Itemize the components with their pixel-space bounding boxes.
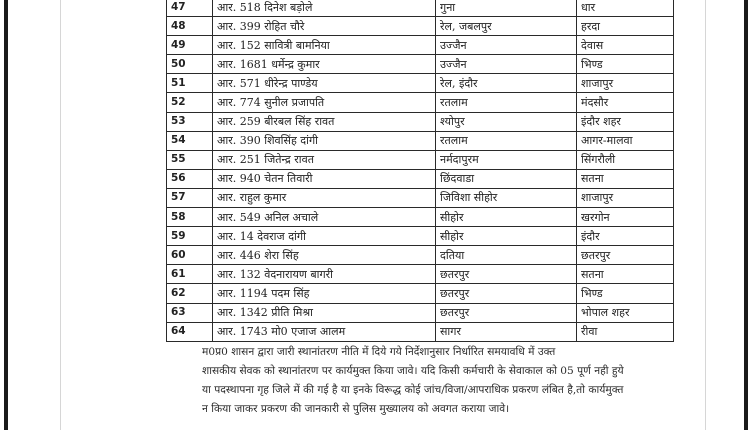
employee-name: आर. 446 शेरा सिंह xyxy=(213,246,436,265)
employee-name: आर. 1194 पदम सिंह xyxy=(213,284,436,303)
new-posting: मंदसौर xyxy=(577,93,674,112)
table-row xyxy=(167,55,674,74)
current-posting: रेल, जबलपुर xyxy=(436,17,577,36)
new-posting: भिण्ड xyxy=(577,284,674,303)
employee-name: आर. 774 सुनील प्रजापति xyxy=(213,93,436,112)
serial-number: 54 xyxy=(167,131,213,150)
employee-name: आर. 259 बीरबल सिंह रावत xyxy=(213,112,436,131)
employee-name: आर. 152 सावित्री बामनिया xyxy=(213,36,436,55)
current-posting: जिविशा सीहोर xyxy=(436,188,577,207)
employee-name: आर. 549 अनिल अचाले xyxy=(213,208,436,227)
current-posting: उज्जैन xyxy=(436,55,577,74)
new-posting: छतरपुर xyxy=(577,246,674,265)
new-posting: सतना xyxy=(577,265,674,284)
employee-name: आर. 571 धीरेन्द्र पाण्डेय xyxy=(213,74,436,93)
paragraph-line-2: शासकीय सेवक को स्थानांतरण पर कार्यमुक्त किया जावे। यदि किसी कर्मचारी के सेवाकाल को 05 पूर्ण नही हुये xyxy=(202,365,624,377)
new-posting: सतना xyxy=(577,169,674,188)
serial-number: 60 xyxy=(167,246,213,265)
table-row xyxy=(167,284,674,303)
current-posting: छतरपुर xyxy=(436,265,577,284)
policy-paragraph xyxy=(202,343,662,419)
table-row xyxy=(167,188,674,207)
table-row xyxy=(167,150,674,169)
employee-name: आर. 518 दिनेश बड़ोले xyxy=(213,0,436,17)
current-posting: सागर xyxy=(436,322,577,341)
table-row xyxy=(167,322,674,341)
employee-name: आर. 390 शिवसिंह दांगी xyxy=(213,131,436,150)
current-posting: रतलाम xyxy=(436,93,577,112)
new-posting: इंदौर xyxy=(577,227,674,246)
serial-number: 51 xyxy=(167,74,213,93)
table-row xyxy=(167,208,674,227)
table-row xyxy=(167,227,674,246)
current-posting: नर्मदापुरम xyxy=(436,150,577,169)
employee-name: आर. 399 रोहित चौरे xyxy=(213,17,436,36)
table-row xyxy=(167,0,674,17)
current-posting: रतलाम xyxy=(436,131,577,150)
serial-number: 63 xyxy=(167,303,213,322)
serial-number: 64 xyxy=(167,322,213,341)
table-row xyxy=(167,74,674,93)
current-posting: दतिया xyxy=(436,246,577,265)
new-posting: भिण्ड xyxy=(577,55,674,74)
serial-number: 61 xyxy=(167,265,213,284)
employee-name: आर. 132 वेदनारायण बागरी xyxy=(213,265,436,284)
employee-name: आर. 251 जितेन्द्र रावत xyxy=(213,150,436,169)
new-posting: शाजापुर xyxy=(577,188,674,207)
serial-number: 62 xyxy=(167,284,213,303)
serial-number: 55 xyxy=(167,150,213,169)
serial-number: 49 xyxy=(167,36,213,55)
serial-number: 52 xyxy=(167,93,213,112)
current-posting: गुना xyxy=(436,0,577,17)
new-posting: आगर-मालवा xyxy=(577,131,674,150)
serial-number: 56 xyxy=(167,169,213,188)
employee-name: आर. राहुल कुमार xyxy=(213,188,436,207)
table-row xyxy=(167,169,674,188)
transfer-table xyxy=(166,0,674,342)
table-row xyxy=(167,93,674,112)
paragraph-line-3: या पदस्थापना गृह जिले में की गई है या इनके विरूद्ध कोई जांच/विजा/आपराधिक प्रकरण लंबित है,तो कार्यमुक्त xyxy=(202,384,624,396)
transfer-table-body xyxy=(167,0,674,341)
scan-border-right xyxy=(744,0,748,430)
page-edge-right xyxy=(705,0,706,430)
serial-number: 58 xyxy=(167,208,213,227)
table-row xyxy=(167,265,674,284)
current-posting: छतरपुर xyxy=(436,284,577,303)
current-posting: रेल, इंदौर xyxy=(436,74,577,93)
new-posting: भोपाल शहर xyxy=(577,303,674,322)
new-posting: रीवा xyxy=(577,322,674,341)
serial-number: 47 xyxy=(167,0,213,17)
employee-name: आर. 1342 प्रीति मिश्रा xyxy=(213,303,436,322)
new-posting: धार xyxy=(577,0,674,17)
current-posting: छतरपुर xyxy=(436,303,577,322)
serial-number: 57 xyxy=(167,188,213,207)
current-posting: छिंदवाडा xyxy=(436,169,577,188)
new-posting: इंदौर शहर xyxy=(577,112,674,131)
table-row xyxy=(167,303,674,322)
new-posting: हरदा xyxy=(577,17,674,36)
employee-name: आर. 940 चेतन तिवारी xyxy=(213,169,436,188)
table-row xyxy=(167,17,674,36)
serial-number: 50 xyxy=(167,55,213,74)
employee-name: आर. 1743 मो0 एजाज आलम xyxy=(213,322,436,341)
table-row xyxy=(167,246,674,265)
current-posting: उज्जैन xyxy=(436,36,577,55)
scan-border-left xyxy=(4,0,8,430)
new-posting: खरगोन xyxy=(577,208,674,227)
paragraph-line-4: न किया जाकर प्रकरण की जानकारी से पुलिस मुख्यालय को अवगत कराया जावे। xyxy=(202,403,510,415)
paragraph-line-1: म0प्र0 शासन द्वारा जारी स्थानांतरण नीति में दिये गये निर्देशानुसार निर्धारित समयावधि में उक्त xyxy=(202,346,556,358)
employee-name: आर. 1681 धर्मेन्द्र कुमार xyxy=(213,55,436,74)
table-row xyxy=(167,131,674,150)
table-row xyxy=(167,36,674,55)
new-posting: देवास xyxy=(577,36,674,55)
serial-number: 48 xyxy=(167,17,213,36)
current-posting: श्योपुर xyxy=(436,112,577,131)
employee-name: आर. 14 देवराज दांगी xyxy=(213,227,436,246)
table-row xyxy=(167,112,674,131)
serial-number: 59 xyxy=(167,227,213,246)
current-posting: सीहोर xyxy=(436,227,577,246)
new-posting: सिंगरौली xyxy=(577,150,674,169)
page-edge-left xyxy=(60,0,61,430)
current-posting: सीहोर xyxy=(436,208,577,227)
serial-number: 53 xyxy=(167,112,213,131)
new-posting: शाजापुर xyxy=(577,74,674,93)
